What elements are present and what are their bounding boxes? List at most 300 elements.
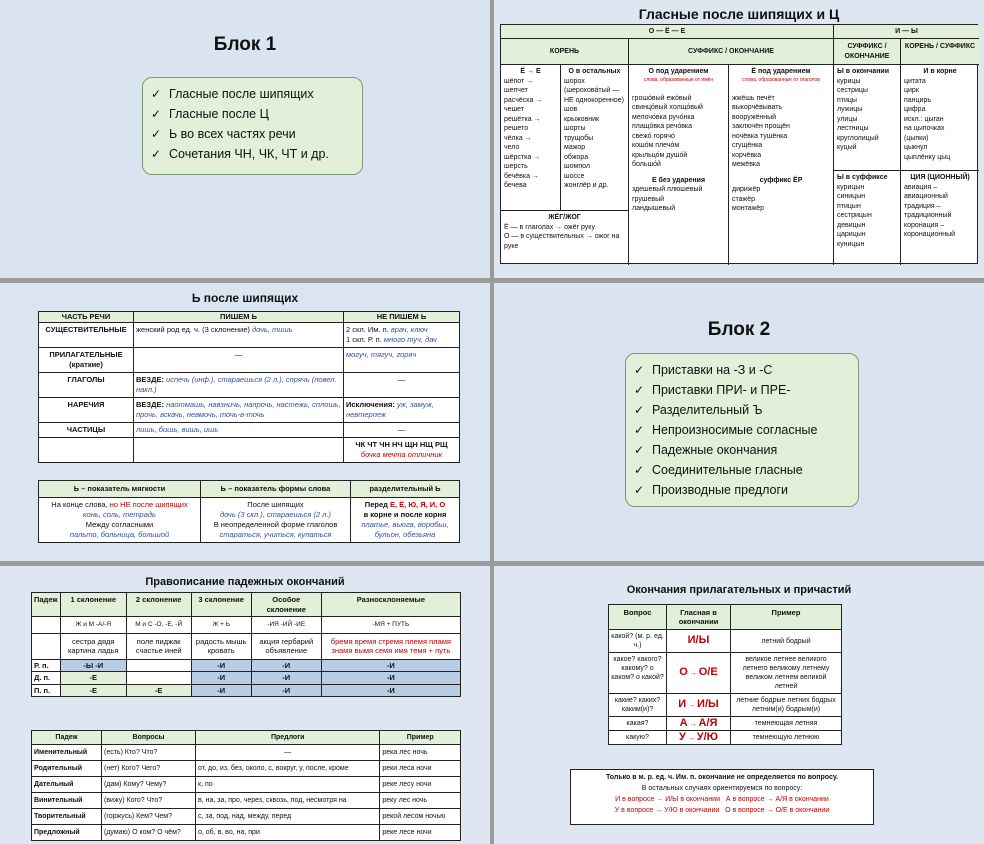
adj-example: великое летнее великого летнего великому летнему великом летнем великой летней <box>731 653 842 694</box>
soft-yes <box>134 373 344 398</box>
adj-vowel <box>667 731 731 745</box>
soft-h2: ПИШЕМ Ь <box>134 312 344 323</box>
soft-no <box>344 438 460 463</box>
col4-head: Ё под ударением <box>751 68 811 75</box>
check-icon: ✓ <box>151 147 162 161</box>
col5b-head: Ы в суффиксе <box>837 174 888 181</box>
case-ending <box>126 672 191 685</box>
q-cell: (горжусь) Кем? Чем? <box>102 809 196 825</box>
vowel-word: чешет <box>504 106 525 113</box>
arrow-icon: → <box>687 670 699 677</box>
cases-row <box>32 672 461 685</box>
b2-text: После шипящих <box>247 500 304 509</box>
check-icon: ✓ <box>634 463 645 477</box>
header-iy: И — Ы <box>834 25 979 39</box>
soft-b-h2: Ь – показатель формы слова <box>201 481 351 498</box>
cases-gender: -ИЯ -ИЙ -ИЕ <box>251 617 321 634</box>
soft-row <box>39 323 460 348</box>
b1-example: конь, соль, тетрадь <box>83 510 156 519</box>
block2-title: Блок 2 <box>707 319 771 340</box>
soft-no <box>344 398 460 423</box>
adj-ending: О/Е <box>698 666 718 678</box>
block2-item-label: Соединительные гласные <box>652 463 803 477</box>
q-cell: Предложный <box>32 825 102 841</box>
vowel-word: Ё — в глаголах → ожёг руку <box>504 223 595 231</box>
adj-example: летние бодрые летних бодрых летним(и) бодрым(и) <box>731 694 842 717</box>
vowel-word: круглолицый <box>837 134 879 142</box>
slide-vowels <box>494 0 984 278</box>
b1-text: На конце слова, <box>51 500 108 509</box>
cases-example: бремя время стремя племя пламя знамя вымя семя имя темя + путь <box>321 633 460 659</box>
soft-pos: ГЛАГОЛЫ <box>39 373 134 398</box>
adj-header: Пример <box>731 605 842 630</box>
b2-example2: стараться, учиться, купаться <box>219 530 332 539</box>
col3b-head: Е без ударения <box>651 176 706 184</box>
soft-no-example: бочка мечта отличник <box>360 450 443 459</box>
block1-item <box>147 84 358 104</box>
vowel-word: (шерохова́тый — НЕ однокоренное) <box>564 87 624 104</box>
vowel-word: вооружённый <box>732 113 777 121</box>
q-cell: Творительный <box>32 809 102 825</box>
q-header: Падеж <box>32 731 102 745</box>
case-name: П. п. <box>32 684 61 697</box>
cases-gender-row <box>32 617 461 634</box>
check-icon: ✓ <box>634 383 645 397</box>
adj-vowel <box>667 694 731 717</box>
adj-letter: У <box>679 730 686 743</box>
cases-example: сестра дядя картина ладья <box>60 633 126 659</box>
vowel-word: обжора <box>564 153 589 161</box>
soft-no <box>344 348 460 373</box>
vowel-word: стажёр <box>732 195 755 203</box>
adj-row <box>609 653 842 694</box>
soft-row <box>39 423 460 438</box>
vowel-word: большо́й <box>632 161 661 168</box>
soft-no-text: Исключения: <box>346 400 395 409</box>
block1-list <box>142 77 363 175</box>
empty-cell <box>32 617 61 634</box>
case-ending: -И <box>321 684 460 697</box>
col3-note: слова, образованные от имён <box>643 76 714 83</box>
check-icon: ✓ <box>151 107 162 121</box>
cases-row <box>32 659 461 672</box>
header-suffix: СУФФИКС / ОКОНЧАНИЕ <box>629 39 834 65</box>
soft-no-text: — <box>397 425 406 434</box>
vowel-word: сгущёнка <box>732 142 763 149</box>
vowel-word: сестрицын <box>837 212 872 219</box>
block1-item-label: Гласные после Ц <box>169 107 269 121</box>
block2-item-label: Разделительный Ъ <box>652 403 763 417</box>
vowel-word: авиация – <box>904 183 937 191</box>
vowel-word: шорох <box>564 77 585 85</box>
soft-no <box>344 323 460 348</box>
vowel-word: свинцо́вый холщо́вый <box>632 104 703 111</box>
vowel-word: грошо́вый ежо́вый <box>632 94 692 102</box>
questions-table <box>31 730 461 841</box>
adj-note <box>570 769 874 825</box>
check-icon: ✓ <box>634 363 645 377</box>
adj-ending: И/Ы <box>697 698 719 710</box>
b1-text2: Между согласными <box>85 520 154 529</box>
vowel-word: монтажёр <box>732 205 765 212</box>
soft-no-text: ЧК ЧТ ЧН НЧ ЩН НЩ РЩ <box>355 440 448 449</box>
q-cell: (дам) Кому? Чему? <box>102 777 196 793</box>
q-cell: (вижу) Кого? Что? <box>102 793 196 809</box>
adj-row <box>609 717 842 731</box>
soft-yes-text: ВЕЗДЕ: <box>136 400 164 409</box>
slide-soft-sign <box>0 283 490 561</box>
q-cell: река лес ночь <box>380 745 461 761</box>
col-tsiya <box>901 171 979 265</box>
soft-no2-example: много туч, дач <box>383 335 437 344</box>
soft-yes-example: испечь (инф.), стараешься (2 л.), спрячь (повел. накл.) <box>136 375 337 394</box>
b2-text2: В неопределенной форме глаголов <box>213 520 338 529</box>
vowel-word: бечёвка → <box>504 172 539 180</box>
adj-question: какое? какого? какому? о каком? о какой? <box>609 653 667 694</box>
block1-item <box>147 104 358 124</box>
soft-row <box>39 373 460 398</box>
vowel-word: заключён прощён <box>732 123 790 130</box>
vowel-word: шепчет <box>504 87 528 94</box>
header-root: КОРЕНЬ <box>501 39 629 65</box>
q-row <box>32 809 461 825</box>
soft-pos: ЧАСТИЦЫ <box>39 423 134 438</box>
soft-yes-text: женский род ед. ч. (3 склонение) <box>136 325 250 334</box>
vowel-word: ночёвка тушёнка <box>732 132 788 140</box>
vowel-word: решето <box>504 125 529 132</box>
block2-item-label: Непроизносимые согласные <box>652 423 818 437</box>
case-ending: -И <box>251 672 321 685</box>
vowel-word: чело <box>504 144 520 151</box>
q-row <box>32 825 461 841</box>
soft-yes <box>134 438 344 463</box>
vowel-word: шёпот → <box>504 77 534 85</box>
adj-header: Гласная в окончании <box>667 605 731 630</box>
q-cell: (нет) Кого? Чего? <box>102 761 196 777</box>
soft-pos: ПРИЛАГАТЕЛЬНЫЕ (краткие) <box>39 348 134 373</box>
vowel-word: бечева <box>504 182 527 189</box>
soft-h3: НЕ ПИШЕМ Ь <box>344 312 460 323</box>
soft-yes-example: лишь, бишь, вишь, ишь <box>136 425 219 434</box>
cases-gender: -МЯ + ПУТЬ <box>321 617 460 634</box>
col-y-ending <box>834 65 901 171</box>
col6b-head: ЦИЯ (ЦИОННЫЙ) <box>910 174 970 181</box>
vowel-word: (цыпки) <box>904 134 929 142</box>
q-cell: Винительный <box>32 793 102 809</box>
zhog-head: ЖЁГ/ЖОГ <box>548 214 581 221</box>
slide-cases <box>0 566 490 844</box>
vowels-title: Гласные после шипящих и Ц <box>638 6 840 22</box>
adj-ending: У/Ю <box>696 730 718 743</box>
adj-ending: А/Я <box>698 716 718 729</box>
col-yo-stressed <box>729 65 834 265</box>
soft-no <box>344 423 460 438</box>
q-cell: (есть) Кто? Что? <box>102 745 196 761</box>
q-cell: рекой лесом ночью <box>380 809 461 825</box>
header-suffix2: СУФФИКС / ОКОНЧАНИЕ <box>834 39 901 65</box>
q-header: Предлоги <box>196 731 380 745</box>
soft-b1 <box>39 498 201 543</box>
vowel-word: шомпол <box>564 163 590 170</box>
check-icon: ✓ <box>634 483 645 497</box>
vowel-word: птицын <box>837 202 861 210</box>
vowel-word: традиционный <box>904 212 952 219</box>
vowel-word: расчёска → <box>504 96 543 104</box>
adj-row <box>609 630 842 653</box>
adj-note2: В остальных случаях ориентируемся по вопросу: <box>641 785 803 792</box>
q-cell: к, по <box>196 777 380 793</box>
soft-no-text: — <box>397 375 406 384</box>
vowel-word: чёлка → <box>504 134 532 142</box>
case-ending: -И <box>191 672 251 685</box>
soft-b-h3: разделительный Ь <box>351 481 460 498</box>
soft-b2 <box>201 498 351 543</box>
case-name: Д. п. <box>32 672 61 685</box>
cases-gender: Ж и М -А/-Я <box>60 617 126 634</box>
vowel-word: на цыпочках <box>904 125 945 132</box>
adj-question: какую? <box>609 731 667 745</box>
block1-item-label: Гласные после шипящих <box>169 87 314 101</box>
adj-question: какой? (м. р. ед. ч.) <box>609 630 667 653</box>
case-ending: -И <box>251 659 321 672</box>
cases-row <box>32 684 461 697</box>
vowel-word: крыжовник <box>564 115 600 123</box>
cases-example-row <box>32 633 461 659</box>
case-ending: -Е <box>126 684 191 697</box>
vowel-word: кошо́м плечо́м <box>632 142 680 149</box>
slide-block2 <box>494 283 984 561</box>
arrow-icon: → <box>685 734 697 742</box>
vowel-word: куницын <box>837 240 865 248</box>
case-ending: -И <box>321 672 460 685</box>
cases-title: Правописание падежных окончаний <box>145 576 345 588</box>
vowel-word: цитата <box>904 77 926 85</box>
cases-gender: Ж + Ь <box>191 617 251 634</box>
adj-note4a: У в вопросе → У/Ю в окончании <box>614 807 720 814</box>
block2-item <box>630 440 854 460</box>
block2-item <box>630 400 854 420</box>
col4b-head: суффикс ЁР <box>759 176 803 184</box>
soft-yes <box>134 323 344 348</box>
adj-vowel <box>667 653 731 694</box>
vowel-word: жонглёр и др. <box>564 182 609 189</box>
adj-note1: Только в м. р. ед. ч. Им. п. окончание не определяется по вопросу. <box>605 774 839 781</box>
arrow-icon: → <box>686 702 698 709</box>
case-ending: -И <box>191 659 251 672</box>
vowel-word: мажор <box>564 144 586 151</box>
header-root2: КОРЕНЬ / СУФФИКС <box>901 39 979 65</box>
vowel-word: шёрстка → <box>504 153 541 161</box>
soft-yes-text: — <box>234 350 243 359</box>
col6-head: И в корне <box>923 68 957 75</box>
case-name: Р. п. <box>32 659 61 672</box>
vowel-word: ландышевый <box>632 205 676 212</box>
q-cell: реку лес ночь <box>380 793 461 809</box>
vowel-word: синицын <box>837 193 866 200</box>
block2-item-label: Падежные окончания <box>652 443 778 457</box>
vowel-word: цирк <box>904 87 919 94</box>
vowel-word: коронация – <box>904 221 945 229</box>
q-row <box>32 745 461 761</box>
adj-letter: О <box>679 666 688 678</box>
vowel-word: шорты <box>564 125 586 132</box>
q-row <box>32 793 461 809</box>
cases-gender: М и С -О, -Е, -Й <box>126 617 191 634</box>
vowel-word: цифра <box>904 106 926 113</box>
case-ending: -И <box>251 684 321 697</box>
slide-block1 <box>0 0 490 278</box>
col2-head: О в остальных <box>568 68 621 75</box>
check-icon: ✓ <box>151 127 162 141</box>
adj-title: Окончания прилагательных и причастий <box>626 584 852 596</box>
block2-item-label: Приставки ПРИ- и ПРЕ- <box>652 383 791 397</box>
col-o-other <box>561 65 629 211</box>
soft-no-text: 2 скл. Им. п. <box>346 325 389 334</box>
soft-h1: ЧАСТЬ РЕЧИ <box>39 312 134 323</box>
cases-table <box>31 592 461 697</box>
block1-item <box>147 124 358 144</box>
vowel-word: трущобы <box>564 134 594 142</box>
adj-example: темнеющую летнюю <box>731 731 842 745</box>
soft-sign-table <box>38 311 460 463</box>
block1-item <box>147 144 358 164</box>
case-ending: -Е <box>60 684 126 697</box>
b3-text2: в корне и после корня <box>363 510 447 519</box>
q-cell: от, до, из, без, около, с, вокруг, у, после, кроме <box>196 761 380 777</box>
adj-vowel <box>667 717 731 731</box>
q-header: Вопросы <box>102 731 196 745</box>
vowel-word: межёвка <box>732 161 761 168</box>
soft-b-h1: Ь – показатель мягкости <box>39 481 201 498</box>
col4-note: слова, образованные от глаголов <box>742 76 820 83</box>
check-icon: ✓ <box>634 423 645 437</box>
cases-header: 3 склонение <box>191 593 251 617</box>
vowel-word: лестницы <box>837 125 869 132</box>
col-yo-e <box>501 65 561 211</box>
adj-vowel <box>667 630 731 653</box>
q-cell: — <box>196 745 380 761</box>
vowel-word: здешевый плюшевый <box>632 186 703 193</box>
q-cell: с, за, под, над, между, перед <box>196 809 380 825</box>
block2-list <box>625 353 859 507</box>
col-y-suffix <box>834 171 901 265</box>
block1-item-label: Сочетания ЧН, ЧК, ЧТ и др. <box>169 147 329 161</box>
q-cell: реке лесу ночи <box>380 777 461 793</box>
block2-item <box>630 420 854 440</box>
vowel-word: коронационный <box>904 231 956 238</box>
vowel-word: О — в существительных → ожог на руке <box>504 233 620 250</box>
soft-yes <box>134 423 344 438</box>
soft-title: Ь после шипящих <box>191 291 299 305</box>
soft-pos <box>39 438 134 463</box>
soft-no-example: врач, ключ <box>390 325 428 334</box>
col-i-root <box>901 65 979 171</box>
case-ending: -Е <box>60 672 126 685</box>
block1-title: Блок 1 <box>213 34 277 55</box>
zhog-box <box>501 211 629 265</box>
adj-letter: И <box>678 698 687 710</box>
adj-row <box>609 731 842 745</box>
header-oe: О — Ё — Е <box>501 25 834 39</box>
soft-no <box>344 373 460 398</box>
cases-example: акция гербарий объявление <box>251 633 321 659</box>
b1-example2: пальто, больница, большой <box>69 530 170 539</box>
vowel-word: куцый <box>837 144 857 151</box>
case-ending <box>126 659 191 672</box>
q-header: Пример <box>380 731 461 745</box>
adj-table <box>608 604 842 745</box>
vowel-word: решётка → <box>504 115 541 123</box>
check-icon: ✓ <box>634 443 645 457</box>
vowel-word: авиационный <box>904 193 948 200</box>
soft-yes-example: наотмашь, навзничь, напрочь, настежь, сплошь, прочь, вскачь, невмочь, точь-в-точь <box>136 400 341 419</box>
vowel-word: лужицы <box>837 106 863 113</box>
adj-note3a: И в вопросе → И/Ы в окончании <box>615 796 721 803</box>
vowel-word: мелочо́вка ручо́нка <box>632 113 695 121</box>
vowel-word: корчёвка <box>732 151 762 159</box>
cases-header: Особое склонение <box>251 593 321 617</box>
soft-sign-functions <box>38 480 460 543</box>
q-cell: (думаю) О ком? О чём? <box>102 825 196 841</box>
soft-row <box>39 438 460 463</box>
vowel-word: девицын <box>837 221 866 229</box>
soft-row <box>39 348 460 373</box>
vowel-word: птицы <box>837 96 857 104</box>
adj-header-row <box>609 605 842 630</box>
cases-header-row <box>32 593 461 617</box>
b1-red: но НЕ после шипящих <box>109 500 188 509</box>
soft-no-example: уж, замуж, невтерпеж <box>346 400 434 419</box>
b2-example: дочь (3 скл.), стараешься (2 л.) <box>219 510 332 519</box>
block2-item <box>630 480 854 500</box>
adj-row <box>609 694 842 717</box>
q-cell: Дательный <box>32 777 102 793</box>
q-row <box>32 777 461 793</box>
soft-yes-example: дочь, тишь <box>252 325 293 334</box>
block1-item-label: Ь во всех частях речи <box>169 127 296 141</box>
vowel-word: цыкнул <box>904 144 928 151</box>
case-ending: -Ы -И <box>60 659 126 672</box>
check-icon: ✓ <box>634 403 645 417</box>
adj-ending: И/Ы <box>687 634 710 646</box>
q-row <box>32 761 461 777</box>
vowel-word: курицы <box>837 77 861 85</box>
q-cell: реки леса ночи <box>380 761 461 777</box>
adj-question: какая? <box>609 717 667 731</box>
vowel-word: шов <box>564 106 578 113</box>
empty-cell <box>32 633 61 659</box>
block2-item <box>630 360 854 380</box>
arrow-icon: → <box>687 720 699 728</box>
vowel-word: улицы <box>837 115 858 123</box>
vowel-word: грушевый <box>632 195 665 203</box>
soft-yes-text: ВЕЗДЕ: <box>136 375 164 384</box>
vowel-word: шоссе <box>564 172 585 180</box>
cases-header: 2 склонение <box>126 593 191 617</box>
vowel-word: выкорчёвывать <box>732 104 783 111</box>
block2-item <box>630 380 854 400</box>
adj-question: какие? каких? каким(и)? <box>609 694 667 717</box>
vowel-word: курицын <box>837 183 865 191</box>
adj-note3b: А в вопросе → А/Я в окончании <box>725 796 829 803</box>
vowel-word: свежо́ горячо́ <box>632 132 675 140</box>
soft-pos: СУЩЕСТВИТЕЛЬНЫЕ <box>39 323 134 348</box>
soft-yes <box>134 348 344 373</box>
soft-pos: НАРЕЧИЯ <box>39 398 134 423</box>
b3-letters: Е, Ё, Ю, Я, И, О <box>389 500 446 509</box>
vowel-word: крыльцо́м душо́й <box>632 151 688 159</box>
col3-head: О под ударением <box>648 68 709 75</box>
